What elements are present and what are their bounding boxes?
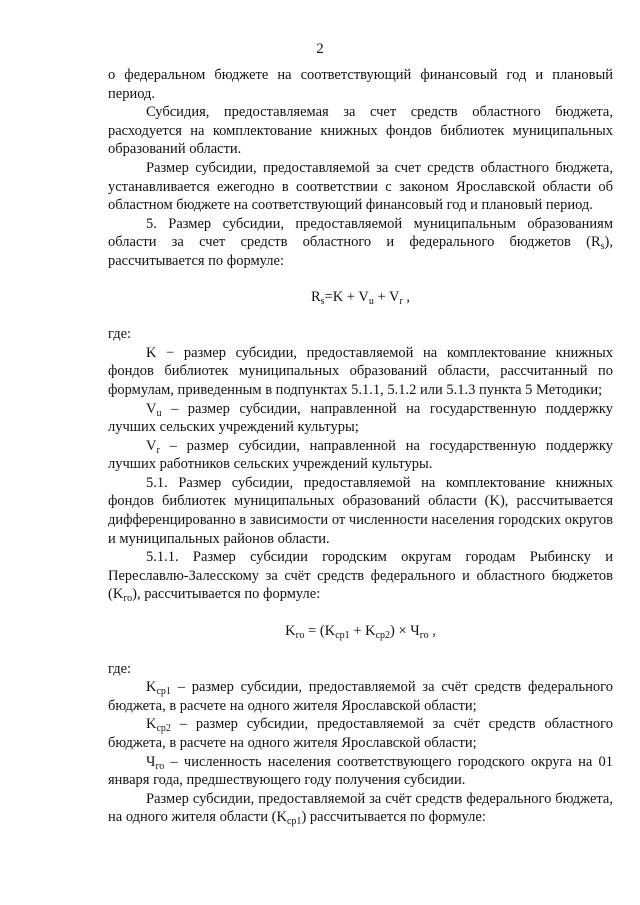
formula-kgo-eq: = (K bbox=[304, 623, 336, 640]
item-5-text-end: ), рассчитывается по формуле: bbox=[108, 234, 613, 269]
definition-kcp2-text: – размер субсидии, предоставляемой за счёт средств областного бюджета, в расчете на одного жителя Ярославской области; bbox=[108, 716, 613, 751]
definition-kcp2 bbox=[108, 715, 613, 752]
item-5-1-1-text-end: ), рассчитывается по формуле: bbox=[132, 586, 321, 603]
definition-k-text: − размер субсидии, предоставляемой на комплектование книжных фондов библиотек муниципальных образований области, рассчитанный по формулам, приведенным в подпунктах 5.1.1, 5.1.2 или 5.1.3 пункта 5 Методики; bbox=[108, 344, 613, 398]
formula-rs-vr-sub: r bbox=[399, 295, 403, 307]
formula-kgo-t2-sub: cp2 bbox=[375, 630, 391, 642]
item-5-1-1-text: 5.1.1. Размер субсидии городским округам городам Рыбинску и Переславлю-Залесскому за счёт средств федерального и областного бюджетов (K bbox=[108, 549, 613, 603]
formula-kgo-tail: , bbox=[428, 623, 436, 640]
formula-rs bbox=[108, 288, 613, 307]
item-5-text: 5. Размер субсидии, предоставляемой муниципальным образованиям области за счет средств областного и федерального бюджетов (R bbox=[108, 215, 613, 251]
kcp1-intro-text-end: ) рассчитывается по формуле: bbox=[301, 809, 486, 826]
paragraph-item-5 bbox=[108, 215, 613, 271]
definition-k-symbol: K bbox=[146, 344, 157, 361]
definition-kcp2-symbol: K bbox=[146, 716, 157, 733]
formula-rs-eq: =K + V bbox=[324, 288, 369, 305]
kcp1-intro-sub: cp1 bbox=[286, 816, 302, 828]
formula-rs-lhs: R bbox=[310, 288, 321, 305]
formula-kgo-lhs: K bbox=[285, 623, 296, 640]
formula-kgo-t1-sub: cp1 bbox=[335, 630, 350, 642]
page-number: 2 bbox=[316, 41, 324, 57]
definition-kcp1-sub: cp1 bbox=[156, 686, 171, 698]
definition-kcp1-symbol: K bbox=[146, 679, 157, 696]
definition-vu-symbol: V bbox=[146, 400, 157, 417]
definition-k bbox=[108, 344, 613, 400]
definition-vr-text: – размер субсидии, направленной на государственную поддержку лучших работников сельских учреждений культуры. bbox=[108, 437, 613, 473]
formula-kgo-lhs-sub: го bbox=[295, 630, 305, 642]
definition-chgo-text: – численность населения соответствующего городского округа на 01 января года, предшествующего году получения субсидии. bbox=[108, 753, 613, 789]
definition-vr bbox=[108, 437, 613, 474]
formula-rs-vu-sub: u bbox=[368, 295, 374, 307]
definition-vr-symbol: V bbox=[146, 437, 157, 454]
definition-kcp1 bbox=[108, 678, 613, 715]
formula-kgo-t3-sub: го bbox=[419, 630, 429, 642]
definition-chgo-symbol: Ч bbox=[146, 753, 156, 770]
definition-kcp1-text: – размер субсидии, предоставляемой за счёт средств федерального бюджета, в расчете на одного жителя Ярославской области; bbox=[108, 679, 613, 714]
kcp1-intro-text: Размер субсидии, предоставляемой за счёт средств федерального бюджета, на одного жителя области (K bbox=[108, 790, 613, 826]
paragraph-item-5-1: 5.1. Размер субсидии, предоставляемой на комплектование книжных фондов библиотек муниципальных образований области (K), рассчитывается дифференцированно в зависимости от численности населения городских округов и муниципальных районов области. bbox=[108, 474, 613, 547]
definition-vu bbox=[108, 400, 613, 437]
where-label-2: где: bbox=[108, 660, 132, 677]
definition-vu-text: – размер субсидии, направленной на государственную поддержку лучших сельских учреждений культуры; bbox=[108, 400, 613, 436]
document-body bbox=[108, 66, 613, 827]
paragraph-continuation: о федеральном бюджете на соответствующий финансовый год и плановый период. bbox=[108, 67, 613, 102]
formula-rs-plus: + V bbox=[373, 288, 400, 305]
definition-vu-sub: u bbox=[156, 407, 162, 419]
paragraph-subsidy-purpose: Субсидия, предоставляемая за счет средств областного бюджета, расходуется на комплектование книжных фондов библиотек муниципальных образований области. bbox=[108, 104, 613, 158]
formula-kgo bbox=[108, 622, 613, 641]
definition-vr-sub: r bbox=[156, 444, 160, 456]
paragraph-subsidy-amount: Размер субсидии, предоставляемой за счет средств областного бюджета, устанавливается ежегодно в соответствии с законом Ярославской области об областном бюджете на соответствующий финансовый год и плановый период. bbox=[108, 159, 613, 214]
formula-rs-lhs-sub: s bbox=[320, 295, 325, 307]
where-label-1: где: bbox=[108, 326, 132, 343]
formula-rs-tail: , bbox=[402, 288, 411, 305]
definition-chgo-sub: го bbox=[155, 760, 165, 772]
item-5-sub: s bbox=[600, 241, 605, 253]
item-5-1-1-sub: го bbox=[123, 593, 133, 605]
formula-kgo-times: ) × Ч bbox=[390, 623, 420, 640]
formula-kgo-plus: + K bbox=[349, 623, 376, 640]
paragraph-item-5-1-1 bbox=[108, 548, 613, 604]
paragraph-kcp1-formula-intro bbox=[108, 790, 613, 827]
definition-chgo bbox=[108, 753, 613, 790]
definition-kcp2-sub: cp2 bbox=[156, 723, 171, 735]
